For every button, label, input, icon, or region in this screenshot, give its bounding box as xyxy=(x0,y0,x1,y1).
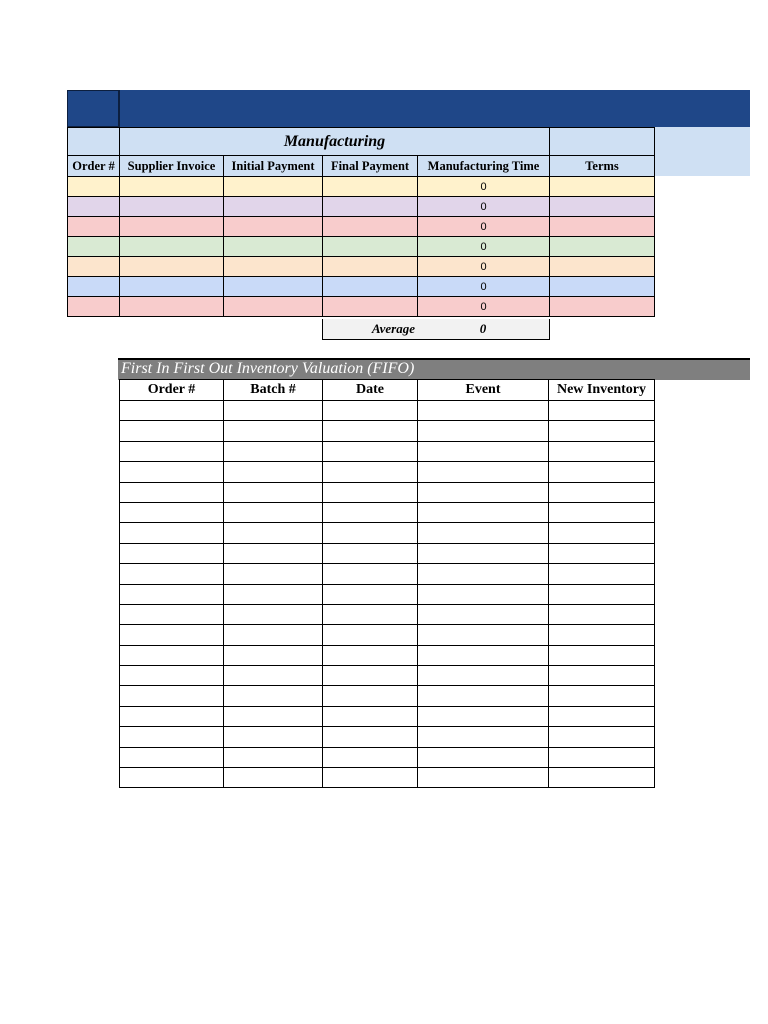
fifo-date-cell[interactable] xyxy=(323,462,418,482)
fifo-event-cell[interactable] xyxy=(418,727,549,747)
fifo-batch-cell[interactable] xyxy=(224,727,323,747)
fifo-order-cell[interactable] xyxy=(120,482,224,502)
fifo-row xyxy=(120,625,655,645)
fifo-row xyxy=(120,502,655,522)
fifo-order-cell[interactable] xyxy=(120,401,224,421)
fifo-event-cell[interactable] xyxy=(418,747,549,767)
fifo-batch-cell[interactable] xyxy=(224,523,323,543)
final-payment-cell[interactable] xyxy=(323,197,418,217)
fifo-new-inventory-cell[interactable] xyxy=(549,666,655,686)
terms-cell[interactable] xyxy=(550,217,655,237)
fifo-row xyxy=(120,523,655,543)
fifo-event-cell[interactable] xyxy=(418,462,549,482)
fifo-batch-cell[interactable] xyxy=(224,604,323,624)
terms-cell[interactable] xyxy=(550,197,655,217)
fifo-row xyxy=(120,706,655,726)
initial-payment-cell[interactable] xyxy=(224,237,323,257)
fifo-header-row xyxy=(120,380,655,401)
manufacturing-time-cell[interactable]: 0 xyxy=(418,217,550,237)
fifo-batch-cell[interactable] xyxy=(224,666,323,686)
fifo-new-inventory-cell[interactable] xyxy=(549,523,655,543)
fifo-event-cell[interactable] xyxy=(418,768,549,788)
fifo-new-inventory-cell[interactable] xyxy=(549,584,655,604)
supplier-invoice-cell[interactable] xyxy=(120,277,224,297)
fifo-event-cell[interactable] xyxy=(418,502,549,522)
fifo-row xyxy=(120,604,655,624)
column-header-initial-payment: Initial Payment xyxy=(224,156,323,177)
final-payment-cell[interactable] xyxy=(323,237,418,257)
fifo-order-cell[interactable] xyxy=(120,747,224,767)
fifo-header-new-inventory: New Inventory xyxy=(549,380,655,401)
fifo-batch-cell[interactable] xyxy=(224,686,323,706)
terms-cell[interactable] xyxy=(550,297,655,317)
fifo-header-batch: Batch # xyxy=(224,380,323,401)
manufacturing-row xyxy=(68,177,655,197)
fifo-new-inventory-cell[interactable] xyxy=(549,401,655,421)
fifo-event-cell[interactable] xyxy=(418,706,549,726)
terms-cell[interactable] xyxy=(550,257,655,277)
fifo-date-cell[interactable] xyxy=(323,584,418,604)
manufacturing-row xyxy=(68,277,655,297)
manufacturing-row xyxy=(68,197,655,217)
manufacturing-time-cell[interactable]: 0 xyxy=(418,237,550,257)
average-label: Average xyxy=(322,319,418,340)
fifo-header-event: Event xyxy=(418,380,549,401)
fifo-title: First In First Out Inventory Valuation (FIFO) xyxy=(121,360,415,377)
final-payment-cell[interactable] xyxy=(323,277,418,297)
order-cell[interactable] xyxy=(68,297,120,317)
order-cell[interactable] xyxy=(68,237,120,257)
fifo-date-cell[interactable] xyxy=(323,543,418,563)
fifo-batch-cell[interactable] xyxy=(224,645,323,665)
fifo-date-cell[interactable] xyxy=(323,401,418,421)
fifo-table xyxy=(119,379,655,788)
fifo-new-inventory-cell[interactable] xyxy=(549,686,655,706)
order-cell[interactable] xyxy=(68,277,120,297)
manufacturing-row xyxy=(68,297,655,317)
supplier-invoice-cell[interactable] xyxy=(120,177,224,197)
order-cell[interactable] xyxy=(68,257,120,277)
fifo-order-cell[interactable] xyxy=(120,666,224,686)
fifo-new-inventory-cell[interactable] xyxy=(549,441,655,461)
fifo-batch-cell[interactable] xyxy=(224,768,323,788)
fifo-date-cell[interactable] xyxy=(323,686,418,706)
column-header-terms: Terms xyxy=(550,156,655,177)
manufacturing-row xyxy=(68,237,655,257)
fifo-batch-cell[interactable] xyxy=(224,421,323,441)
fifo-event-cell[interactable] xyxy=(418,523,549,543)
initial-payment-cell[interactable] xyxy=(224,257,323,277)
fifo-event-cell[interactable] xyxy=(418,625,549,645)
fifo-event-cell[interactable] xyxy=(418,441,549,461)
fifo-order-cell[interactable] xyxy=(120,462,224,482)
column-header-supplier-invoice: Supplier Invoice xyxy=(120,156,224,177)
fifo-order-cell[interactable] xyxy=(120,706,224,726)
fifo-order-cell[interactable] xyxy=(120,604,224,624)
supplier-invoice-cell[interactable] xyxy=(120,297,224,317)
fifo-date-cell[interactable] xyxy=(323,482,418,502)
fifo-row xyxy=(120,727,655,747)
fifo-date-cell[interactable] xyxy=(323,666,418,686)
fifo-row xyxy=(120,482,655,502)
fifo-order-cell[interactable] xyxy=(120,523,224,543)
fifo-new-inventory-cell[interactable] xyxy=(549,768,655,788)
fifo-date-cell[interactable] xyxy=(323,625,418,645)
fifo-date-cell[interactable] xyxy=(323,441,418,461)
fifo-date-cell[interactable] xyxy=(323,706,418,726)
fifo-order-cell[interactable] xyxy=(120,625,224,645)
fifo-new-inventory-cell[interactable] xyxy=(549,462,655,482)
fifo-batch-cell[interactable] xyxy=(224,706,323,726)
initial-payment-cell[interactable] xyxy=(224,277,323,297)
fifo-event-cell[interactable] xyxy=(418,666,549,686)
fifo-order-cell[interactable] xyxy=(120,564,224,584)
fifo-new-inventory-cell[interactable] xyxy=(549,543,655,563)
fifo-row xyxy=(120,747,655,767)
fifo-event-cell[interactable] xyxy=(418,604,549,624)
supplier-invoice-cell[interactable] xyxy=(120,237,224,257)
fifo-order-cell[interactable] xyxy=(120,584,224,604)
initial-payment-cell[interactable] xyxy=(224,197,323,217)
fifo-new-inventory-cell[interactable] xyxy=(549,625,655,645)
fifo-header-date: Date xyxy=(323,380,418,401)
header-band xyxy=(67,90,750,127)
manufacturing-row xyxy=(68,257,655,277)
fifo-batch-cell[interactable] xyxy=(224,482,323,502)
final-payment-cell[interactable] xyxy=(323,257,418,277)
fifo-date-cell[interactable] xyxy=(323,747,418,767)
fifo-date-cell[interactable] xyxy=(323,604,418,624)
manufacturing-time-cell[interactable]: 0 xyxy=(418,257,550,277)
header-corner-cell xyxy=(67,90,118,127)
fifo-batch-cell[interactable] xyxy=(224,584,323,604)
fifo-row xyxy=(120,686,655,706)
fifo-row xyxy=(120,441,655,461)
fifo-batch-cell[interactable] xyxy=(224,543,323,563)
column-header-final-payment: Final Payment xyxy=(323,156,418,177)
fifo-date-cell[interactable] xyxy=(323,421,418,441)
order-cell[interactable] xyxy=(68,217,120,237)
fifo-new-inventory-cell[interactable] xyxy=(549,706,655,726)
fifo-event-cell[interactable] xyxy=(418,543,549,563)
fifo-date-cell[interactable] xyxy=(323,727,418,747)
fifo-order-cell[interactable] xyxy=(120,768,224,788)
fifo-new-inventory-cell[interactable] xyxy=(549,747,655,767)
fifo-order-cell[interactable] xyxy=(120,441,224,461)
initial-payment-cell[interactable] xyxy=(224,177,323,197)
terms-title-spacer xyxy=(550,128,655,156)
fifo-order-cell[interactable] xyxy=(120,645,224,665)
fifo-date-cell[interactable] xyxy=(323,502,418,522)
manufacturing-time-cell[interactable]: 0 xyxy=(418,277,550,297)
fifo-batch-cell[interactable] xyxy=(224,625,323,645)
fifo-date-cell[interactable] xyxy=(323,523,418,543)
fifo-batch-cell[interactable] xyxy=(224,441,323,461)
fifo-date-cell[interactable] xyxy=(323,768,418,788)
fifo-order-cell[interactable] xyxy=(120,421,224,441)
fifo-order-cell[interactable] xyxy=(120,502,224,522)
fifo-header-order: Order # xyxy=(120,380,224,401)
fifo-batch-cell[interactable] xyxy=(224,747,323,767)
fifo-new-inventory-cell[interactable] xyxy=(549,502,655,522)
fifo-batch-cell[interactable] xyxy=(224,502,323,522)
fifo-date-cell[interactable] xyxy=(323,564,418,584)
fifo-new-inventory-cell[interactable] xyxy=(549,645,655,665)
fifo-event-cell[interactable] xyxy=(418,421,549,441)
fifo-event-cell[interactable] xyxy=(418,584,549,604)
fifo-row xyxy=(120,421,655,441)
fifo-new-inventory-cell[interactable] xyxy=(549,727,655,747)
fifo-date-cell[interactable] xyxy=(323,645,418,665)
terms-cell[interactable] xyxy=(550,237,655,257)
final-payment-cell[interactable] xyxy=(323,177,418,197)
fifo-event-cell[interactable] xyxy=(418,564,549,584)
terms-cell[interactable] xyxy=(550,177,655,197)
manufacturing-time-cell[interactable]: 0 xyxy=(418,177,550,197)
initial-payment-cell[interactable] xyxy=(224,217,323,237)
fifo-new-inventory-cell[interactable] xyxy=(549,421,655,441)
manufacturing-header-row xyxy=(68,156,655,177)
order-title-spacer xyxy=(68,128,120,156)
fifo-row xyxy=(120,584,655,604)
column-header-order: Order # xyxy=(68,156,120,177)
manufacturing-title: Manufacturing xyxy=(120,128,550,156)
fifo-batch-cell[interactable] xyxy=(224,462,323,482)
fifo-batch-cell[interactable] xyxy=(224,564,323,584)
initial-payment-cell[interactable] xyxy=(224,297,323,317)
fifo-order-cell[interactable] xyxy=(120,543,224,563)
fifo-row xyxy=(120,462,655,482)
fifo-new-inventory-cell[interactable] xyxy=(549,564,655,584)
column-header-manufacturing-time: Manufacturing Time xyxy=(418,156,550,177)
fifo-row xyxy=(120,543,655,563)
fifo-order-cell[interactable] xyxy=(120,686,224,706)
final-payment-cell[interactable] xyxy=(323,217,418,237)
manufacturing-time-cell[interactable]: 0 xyxy=(418,197,550,217)
fifo-row xyxy=(120,768,655,788)
fifo-event-cell[interactable] xyxy=(418,401,549,421)
fifo-row xyxy=(120,645,655,665)
fifo-row xyxy=(120,564,655,584)
average-value[interactable]: 0 xyxy=(417,319,550,340)
manufacturing-table xyxy=(67,127,655,317)
fifo-row xyxy=(120,401,655,421)
supplier-invoice-cell[interactable] xyxy=(120,257,224,277)
order-cell[interactable] xyxy=(68,177,120,197)
fifo-new-inventory-cell[interactable] xyxy=(549,482,655,502)
fifo-event-cell[interactable] xyxy=(418,645,549,665)
fifo-batch-cell[interactable] xyxy=(224,401,323,421)
fifo-new-inventory-cell[interactable] xyxy=(549,604,655,624)
fifo-order-cell[interactable] xyxy=(120,727,224,747)
manufacturing-row xyxy=(68,217,655,237)
supplier-invoice-cell[interactable] xyxy=(120,217,224,237)
order-cell[interactable] xyxy=(68,197,120,217)
header-divider xyxy=(118,90,120,127)
fifo-event-cell[interactable] xyxy=(418,482,549,502)
terms-cell[interactable] xyxy=(550,277,655,297)
manufacturing-time-cell[interactable]: 0 xyxy=(418,297,550,317)
final-payment-cell[interactable] xyxy=(323,297,418,317)
fifo-event-cell[interactable] xyxy=(418,686,549,706)
supplier-invoice-cell[interactable] xyxy=(120,197,224,217)
fifo-row xyxy=(120,666,655,686)
